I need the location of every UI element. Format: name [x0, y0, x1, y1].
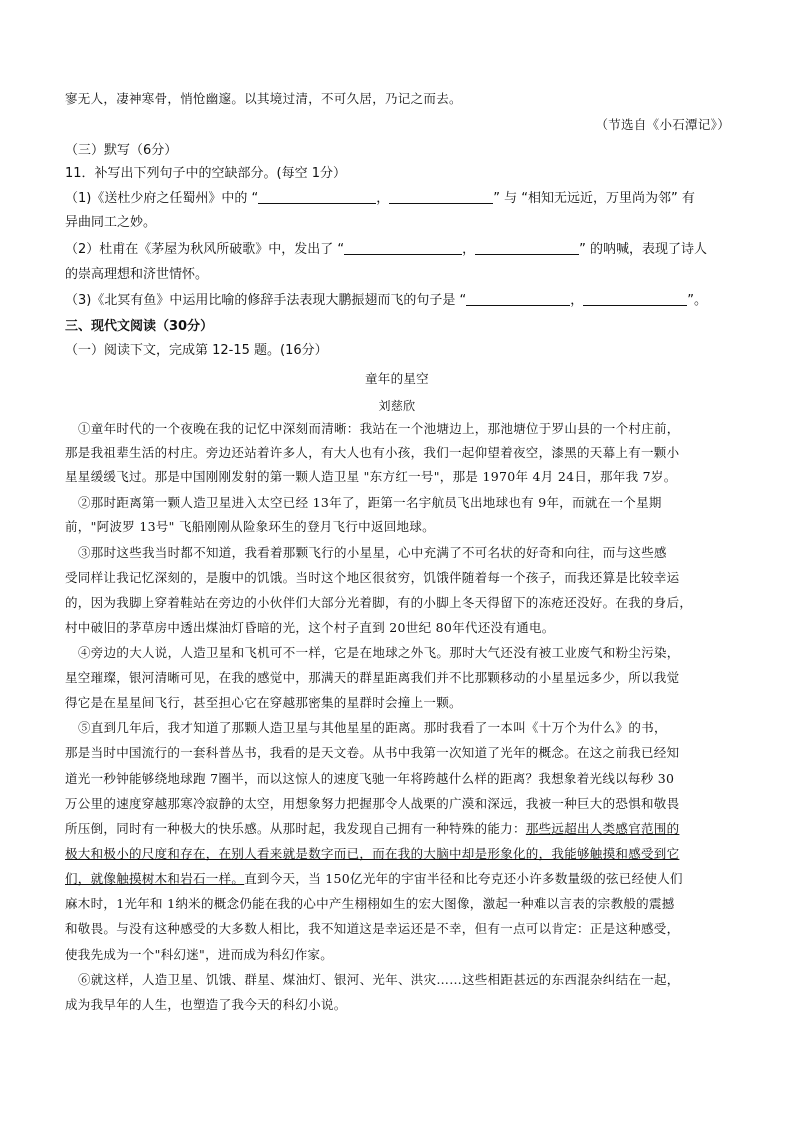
question-11-item-2: [65, 241, 737, 259]
question-11-item-1: [65, 190, 737, 208]
paragraph-line: 受同样让我记忆深刻的，是腹中的饥饿。当时这个地区很贫穷，饥饿伴随着每一个孩子，而我还算是比较幸运: [65, 570, 680, 585]
item-2-comma: ，: [462, 242, 476, 257]
section-heading-dictation: （三）默写（6分）: [65, 143, 178, 158]
paragraph-text: 所压倒，同时有一种极大的快乐感。从那时起，我发现自己拥有一种特殊的能力：: [65, 821, 526, 836]
reading-instruction: （一）阅读下文，完成第 12-15 题。(16分）: [65, 343, 328, 358]
answer-blank[interactable]: [583, 292, 687, 306]
item-1-prefix: （1)《送杜少府之任蜀州》中的 “: [65, 191, 259, 206]
question-11-item-3: [65, 292, 745, 310]
item-1-comma: ，: [376, 191, 390, 206]
paragraph-line: 得它是在星星间飞行，甚至担心它在穿越那密集的星群时会撞上一颗。: [65, 695, 462, 710]
paragraph-line: 和敬畏。与没有这种感受的大多数人相比，我不知道这是幸运还是不幸，但有一点可以肯定：正是这种感受，: [65, 921, 680, 936]
paragraph-line: 万公里的速度穿越那寒冷寂静的太空，用想象努力把握那令人战栗的广漠和深远，我被一种巨大的恐惧和敬畏: [65, 796, 680, 811]
item-1-suffix: ” 与 “相知无远近，万里尚为邻” 有: [493, 191, 695, 206]
paragraph-line: ⑤直到几年后，我才知道了那颗人造卫星与其他星星的距离。那时我看了一本叫《十万个为什么》的书，: [78, 720, 667, 735]
question-11-stem: 11．补写出下列句子中的空缺部分。(每空 1分）: [65, 166, 347, 181]
paragraph-line: 前，"阿波罗 13号" 飞船刚刚从险象环生的登月飞行中返回地球。: [65, 519, 435, 534]
paragraph-line: 麻木时，1光年和 1纳米的概念仍能在我的心中产生栩栩如生的宏大图像，激起一种难以言表的宗教般的震撼: [65, 896, 675, 911]
paragraph-line: ⑥就这样，人造卫星、饥饿、群星、煤油灯、银河、光年、洪灾……这些相距甚远的东西混杂纠结在一起，: [78, 972, 680, 987]
answer-blank[interactable]: [344, 241, 462, 255]
answer-blank[interactable]: [389, 190, 493, 204]
item-3-suffix: ”。: [687, 293, 707, 308]
item-3-comma: ，: [570, 293, 584, 308]
paragraph-line: 村中破旧的茅草房中透出煤油灯昏暗的光，这个村子直到 20世纪 80年代还没有通电。: [65, 620, 555, 635]
question-11-item-2-cont: 的崇高理想和济世情怀。: [65, 267, 209, 282]
paragraph-line: 使我先成为一个"科幻迷"，进而成为科幻作家。: [65, 947, 334, 962]
paragraph-line: [65, 870, 737, 888]
passage-author: 刘慈欣: [378, 399, 416, 413]
paragraph-line: ④旁边的大人说，人造卫星和飞机可不一样，它是在地球之外飞。那时大气还没有被工业废气和粉尘污染，: [78, 645, 680, 660]
underlined-sentence: 们，就像触摸树木和岩石一样。: [65, 871, 245, 886]
paragraph-line: ②那时距离第一颗人造卫星进入太空已经 13年了，距第一名宇航员飞出地球也有 9年，而就在一个星期: [78, 495, 662, 510]
paragraph-line: 成为我早年的人生，也塑造了我今天的科幻小说。: [65, 997, 347, 1012]
section-heading-modern-reading: 三、现代文阅读（30分）: [65, 319, 214, 334]
paragraph-line: 道光一秒钟能够绕地球跑 7圈半，而以这惊人的速度飞驰一年将跨越什么样的距离？我想象着光线以每秒 30: [65, 771, 675, 786]
classical-source: （节选自《小石潭记》）: [595, 117, 730, 132]
classical-text-line: 寥无人，凄神寒骨，悄怆幽邃。以其境过清，不可久居，乃记之而去。: [65, 91, 462, 106]
answer-blank[interactable]: [475, 241, 579, 255]
paragraph-line: ①童年时代的一个夜晚在我的记忆中深刻而清晰：我站在一个池塘边上，那池塘位于罗山县的一个村庄前，: [78, 421, 680, 436]
item-3-prefix: （3)《北冥有鱼》中运用比喻的修辞手法表现大鹏振翅而飞的句子是 “: [65, 293, 467, 308]
paragraph-line: 那是当时中国流行的一套科普丛书，我看的是天文卷。从书中我第一次知道了光年的概念。在这之前我已经知: [65, 745, 680, 760]
underlined-sentence: 那些远超出人类感官范围的: [525, 821, 680, 836]
passage-title: 童年的星空: [364, 371, 429, 386]
paragraph-line: [65, 820, 737, 838]
paragraph-line: 那是我祖辈生活的村庄。旁边还站着许多人，有大人也有小孩，我们一起仰望着夜空，漆黑的天幕上有一颗小: [65, 445, 680, 460]
underlined-sentence: 极大和极小的尺度和存在，在别人看来就是数字而已，而在我的大脑中却是形象化的，我能够触摸和感受到它: [65, 846, 680, 861]
item-2-prefix: （2）杜甫在《茅屋为秋风所破歌》中，发出了 “: [65, 242, 345, 257]
question-11-item-1-cont: 异曲同工之妙。: [65, 215, 157, 230]
paragraph-text: 直到今天，当 150亿光年的宇宙半径和比夸克还小许多数量级的弦已经使人们: [244, 871, 683, 886]
answer-blank[interactable]: [466, 292, 570, 306]
paragraph-line: 的，因为我脚上穿着鞋站在旁边的小伙伴们大部分光着脚，有的小脚上冬天得留下的冻疮还没好。在我的身后，: [65, 595, 693, 610]
item-2-suffix: ” 的呐喊，表现了诗人: [579, 242, 708, 257]
paragraph-line: ③那时这些我当时都不知道，我看着那颗飞行的小星星，心中充满了不可名状的好奇和向往，而与这些感: [78, 545, 667, 560]
paragraph-line: 星空璀璨，银河清晰可见，在我的感觉中，那满天的群星距离我们并不比那颗移动的小星星远多少，所以我觉: [65, 670, 680, 685]
paragraph-line: 星星缓缓飞过。那是中国刚刚发射的第一颗人造卫星 "东方红一号"，那是 1970年 4月 24日，那年我 7岁。: [65, 469, 677, 484]
answer-blank[interactable]: [258, 190, 376, 204]
